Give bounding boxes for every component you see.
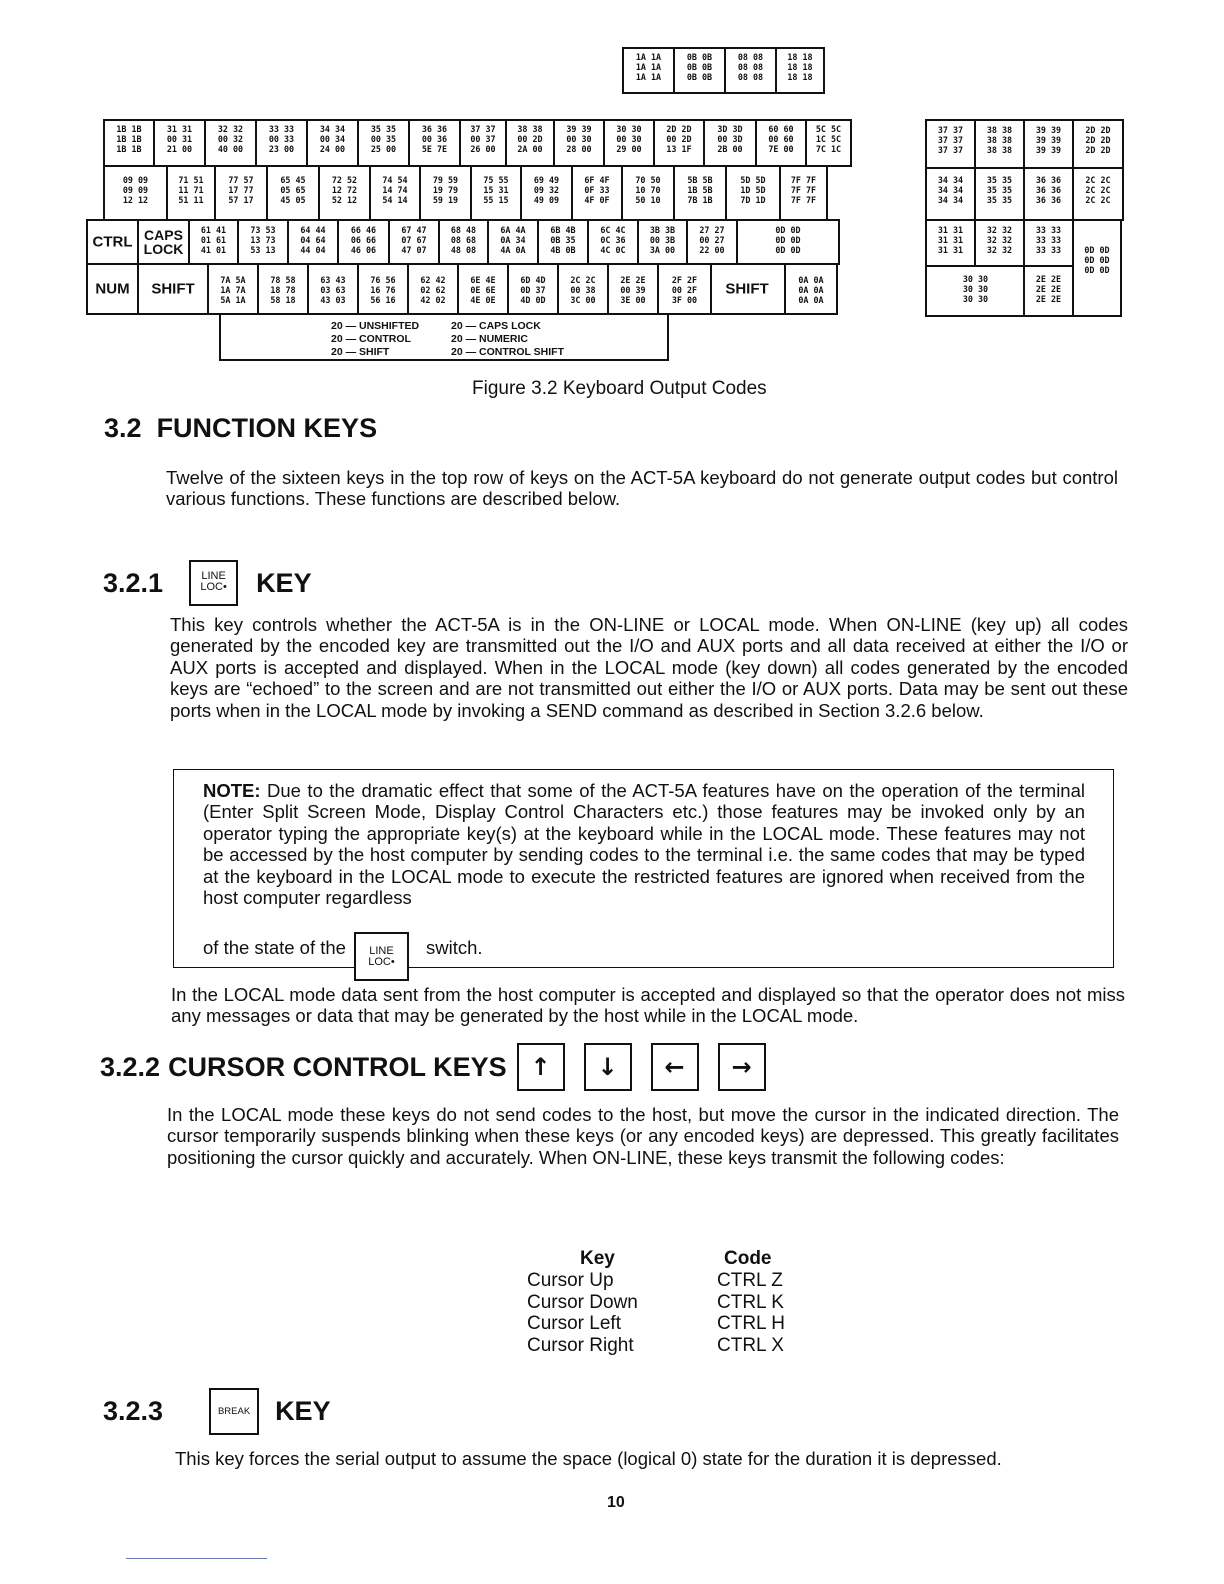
row1-key — [103, 119, 155, 167]
key-shift-left — [137, 263, 209, 315]
key-line1: LINE — [369, 945, 394, 957]
row4-key-codes: 78 58 18 78 58 18 — [270, 275, 296, 305]
row1-key-codes: 1B 1B 1B 1B 1B 1B — [116, 124, 142, 154]
keypad-key — [1072, 167, 1124, 221]
row4-key-codes: 2E 2E 00 39 3E 00 — [620, 275, 646, 305]
line-local-key-icon — [189, 560, 238, 606]
row4-key-codes: 6D 4D 0D 37 4D 0D — [520, 275, 546, 305]
row4-key-codes: 6E 4E 0E 6E 4E 0E — [470, 275, 496, 305]
row2-key — [621, 165, 675, 221]
row2-key — [520, 165, 573, 221]
row2-key — [266, 165, 320, 221]
row4-key — [784, 263, 838, 315]
row2-key — [318, 165, 371, 221]
table-cell-key: Cursor Left — [527, 1313, 621, 1335]
table-cell-code: CTRL X — [717, 1334, 784, 1356]
footer-rule — [126, 1558, 267, 1559]
row4-key — [457, 263, 509, 315]
row4-key — [257, 263, 309, 315]
key-caps-lock-label — [139, 228, 188, 256]
right-arrow-icon — [718, 1043, 766, 1091]
row1-key — [553, 119, 605, 167]
section-3-2-1-body: This key controls whether the ACT-5A is in the ON-LINE or LOCAL mode. When ON-LINE (key up) all codes generated by the encoded key are transmitted out the I/O and AUX ports and all data received at either the I/O or AUX ports is accepted and displayed. When in the LOCAL mode (key down) all codes generated by the encoded keys are “echoed” to the screen and are not transmitted out either the I/O or AUX ports. Data may be sent out these ports when in the LOCAL mode by invoking a SEND command as described in Section 3.2.6 below. — [170, 614, 1128, 721]
row1-key-codes: 39 39 00 30 28 00 — [566, 124, 592, 154]
row1-key — [755, 119, 807, 167]
row4-key-codes: 2F 2F 00 2F 3F 00 — [671, 275, 698, 305]
keypad-key-codes: 35 35 35 35 35 35 — [986, 175, 1013, 205]
row3-key-codes: 66 46 06 66 46 06 — [350, 225, 377, 255]
key-shift-right-label: SHIFT — [725, 280, 769, 298]
row2-key — [369, 165, 421, 221]
row3-key-codes: 67 47 07 67 47 07 — [401, 225, 427, 255]
caps-line1: CAPS — [144, 227, 183, 243]
keypad-enter-codes: 0D 0D 0D 0D 0D 0D — [1084, 245, 1110, 275]
row3-key-codes: 68 48 08 68 48 08 — [450, 225, 477, 255]
key-line1: LINE — [201, 570, 226, 582]
row2-key-codes: 75 55 15 31 55 15 — [483, 175, 509, 205]
row3-key-codes: 0D 0D 0D 0D 0D 0D — [775, 225, 801, 255]
section-3-2-3-heading — [103, 1388, 331, 1435]
row2-key — [214, 165, 268, 221]
row1-key — [153, 119, 206, 167]
row4-key-codes: 63 43 03 63 43 03 — [320, 275, 346, 305]
keypad-key-zero-codes: 30 30 30 30 30 30 — [962, 274, 989, 304]
keypad-key — [974, 219, 1025, 267]
row3-key — [188, 219, 239, 265]
row1-key — [653, 119, 705, 167]
section-3-2-heading — [104, 413, 377, 444]
key-ctrl-label: CTRL — [92, 233, 133, 251]
row1-key-codes: 35 35 00 35 25 00 — [370, 124, 397, 154]
row1-key-codes: 36 36 00 36 5E 7E — [421, 124, 448, 154]
key-num — [86, 263, 139, 315]
keypad-key — [1072, 119, 1124, 169]
row2-key-codes: 79 59 19 79 59 19 — [432, 175, 459, 205]
row1-key — [603, 119, 655, 167]
note-body: Due to the dramatic effect that some of the ACT-5A features have on the operation of the terminal (Enter Split Screen Mode, Display Control Characters etc.) those features may be invoked only by an operator typing the appropriate key(s) at the keyboard while in the LOCAL mode. These features may not be accessed by the host computer by sending codes to the terminal i.e. the same codes that may be typed at the keyboard in the LOCAL mode to execute the restricted features are ignored when received from the host computer regardless — [203, 780, 1085, 909]
row2-key — [779, 165, 828, 221]
keypad-key-codes: 32 32 32 32 32 32 — [986, 225, 1013, 255]
top-key — [673, 47, 726, 94]
table-header-key: Key — [580, 1248, 615, 1269]
table-cell-code: CTRL Z — [717, 1270, 783, 1291]
row1-key-codes: 37 37 00 37 26 00 — [470, 124, 496, 154]
local-mode-paragraph: In the LOCAL mode data sent from the host computer is accepted and displayed so that the operator does not miss any messages or data that may be generated by the host while in the LOCAL mode. — [171, 984, 1125, 1027]
keypad-key-dot — [1023, 265, 1074, 317]
row2-key — [470, 165, 522, 221]
keypad-key-codes: 38 38 38 38 38 38 — [986, 125, 1013, 155]
row2-key-codes: 72 52 12 72 52 12 — [331, 175, 358, 205]
row1-key-codes: 34 34 00 34 24 00 — [319, 124, 346, 154]
keypad-key — [925, 119, 976, 169]
key-ctrl — [86, 219, 139, 265]
row3-key-codes: 6B 4B 0B 35 4B 0B — [550, 225, 576, 255]
table-header-code: Code — [724, 1248, 772, 1269]
row1-key-codes: 33 33 00 33 23 00 — [268, 124, 295, 154]
row4-key — [307, 263, 359, 315]
keypad-key — [925, 167, 976, 221]
row2-key-codes: 70 50 10 70 50 10 — [635, 175, 661, 205]
row4-key — [407, 263, 459, 315]
row1-key — [805, 119, 852, 167]
row4-key-codes: 76 56 16 76 56 16 — [370, 275, 396, 305]
row2-key — [725, 165, 781, 221]
row3-key — [337, 219, 390, 265]
row3-key — [736, 219, 840, 265]
row4-key — [357, 263, 409, 315]
figure-caption: Figure 3.2 Keyboard Output Codes — [472, 378, 767, 399]
row1-key — [306, 119, 359, 167]
row3-key — [487, 219, 539, 265]
keypad-key-dot-codes: 2E 2E 2E 2E 2E 2E — [1035, 274, 1062, 304]
keypad-key — [925, 219, 976, 267]
row2-key-codes: 77 57 17 77 57 17 — [228, 175, 254, 205]
keypad-key — [1023, 219, 1074, 267]
row4-key-codes: 7A 5A 1A 7A 5A 1A — [220, 275, 246, 305]
section-number: 3.2.3 — [103, 1396, 164, 1426]
row4-key — [507, 263, 559, 315]
row2-key-codes: 09 09 09 09 12 12 — [122, 175, 149, 205]
section-number: 3.2.2 — [100, 1051, 161, 1082]
legend-right: 20 — CAPS LOCK 20 — NUMERIC 20 — CONTROL SHIFT — [451, 320, 564, 358]
key-shift-right — [708, 263, 786, 315]
table-cell-key: Cursor Up — [527, 1270, 614, 1291]
row4-key — [657, 263, 712, 315]
row4-key-codes: 2C 2C 00 38 3C 00 — [570, 275, 596, 305]
table-cell-key: Cursor Down — [527, 1291, 638, 1313]
top-key-codes: 18 18 18 18 18 18 — [787, 52, 813, 82]
break-key-icon — [209, 1388, 259, 1435]
section-3-2-2-heading — [100, 1043, 766, 1091]
keypad-key-codes: 33 33 33 33 33 33 — [1035, 225, 1062, 255]
down-arrow-icon-glyph: ↓ — [597, 1053, 618, 1081]
row1-key-codes: 32 32 00 32 40 00 — [217, 124, 244, 154]
row3-key — [287, 219, 339, 265]
table-cell-code: CTRL H — [717, 1313, 785, 1335]
section-3-2-3-body: This key forces the serial output to assume the space (logical 0) state for the duration it is depressed. — [175, 1448, 1002, 1469]
row2-key-codes: 5B 5B 1B 5B 7B 1B — [687, 175, 713, 205]
section-title: KEY — [256, 567, 312, 598]
keypad-enter — [1072, 219, 1122, 317]
section-number: 3.2 — [104, 413, 142, 443]
row3-key-codes: 61 41 01 61 41 01 — [200, 225, 227, 255]
section-title: KEY — [275, 1396, 331, 1426]
row3-key — [237, 219, 289, 265]
row2-key — [103, 165, 168, 221]
row1-key-codes: 3D 3D 00 3D 2B 00 — [717, 124, 743, 154]
row1-key — [204, 119, 257, 167]
keypad-key — [974, 119, 1025, 169]
top-key-codes: 08 08 08 08 08 08 — [737, 52, 764, 82]
section-title: FUNCTION KEYS — [156, 413, 378, 443]
row4-key — [557, 263, 609, 315]
note-text — [203, 780, 1085, 908]
top-key — [724, 47, 777, 94]
keypad-key-codes: 37 37 37 37 37 37 — [937, 125, 964, 155]
left-arrow-icon — [651, 1043, 699, 1091]
row1-key-codes: 60 60 00 60 7E 00 — [768, 124, 794, 154]
table-cell-key: Cursor Right — [527, 1334, 634, 1356]
table-cell-code: CTRL K — [717, 1291, 784, 1313]
row1-key — [459, 119, 507, 167]
keypad-key-codes: 36 36 36 36 36 36 — [1035, 175, 1062, 205]
keypad-key-codes: 31 31 31 31 31 31 — [937, 225, 964, 255]
row2-key-codes: 71 51 11 71 51 11 — [178, 175, 204, 205]
top-key — [622, 47, 675, 94]
row1-key-codes: 2D 2D 00 2D 13 1F — [666, 124, 692, 154]
note-box — [173, 769, 1114, 968]
row3-key-codes: 6C 4C 0C 36 4C 0C — [600, 225, 626, 255]
left-arrow-icon-glyph: ← — [664, 1053, 685, 1081]
row2-key-codes: 69 49 09 32 49 09 — [533, 175, 560, 205]
break-key-label: BREAK — [217, 1406, 251, 1417]
row4-key — [207, 263, 259, 315]
note-tail-before: of the state of the — [203, 936, 346, 958]
key-caps-lock — [137, 219, 190, 265]
keypad-key-zero — [925, 265, 1026, 317]
section-number: 3.2.1 — [103, 567, 164, 598]
keypad-key-codes: 2C 2C 2C 2C 2C 2C — [1085, 175, 1111, 205]
caps-line2: LOCK — [143, 241, 184, 257]
keypad-key — [1023, 167, 1074, 221]
row2-key — [166, 165, 216, 221]
section-3-2-1-heading — [103, 560, 312, 606]
row4-key-codes: 0A 0A 0A 0A 0A 0A — [798, 275, 824, 305]
space-bar-legend — [219, 313, 669, 361]
row1-key-codes: 30 30 00 30 29 00 — [616, 124, 642, 154]
row1-key — [408, 119, 461, 167]
page-number: 10 — [607, 1494, 625, 1511]
legend-left: 20 — UNSHIFTED 20 — CONTROL 20 — SHIFT — [331, 320, 420, 358]
key-line2: LOC• — [200, 581, 227, 593]
note-tail — [203, 914, 483, 981]
row1-key — [255, 119, 308, 167]
row4-key — [607, 263, 659, 315]
row3-key — [686, 219, 738, 265]
row3-key-codes: 27 27 00 27 22 00 — [699, 225, 725, 255]
row1-key-codes: 5C 5C 1C 5C 7C 1C — [815, 124, 842, 154]
row3-key-codes: 3B 3B 00 3B 3A 00 — [649, 225, 676, 255]
row2-key — [571, 165, 623, 221]
row2-key-codes: 7F 7F 7F 7F 7F 7F — [790, 175, 817, 205]
row3-key — [388, 219, 440, 265]
row2-key — [673, 165, 727, 221]
key-shift-left-label: SHIFT — [151, 280, 195, 298]
row3-key-codes: 64 44 04 64 44 04 — [300, 225, 326, 255]
row3-key — [438, 219, 489, 265]
row1-key-codes: 38 38 00 2D 2A 00 — [517, 124, 543, 154]
row3-key — [537, 219, 589, 265]
row1-key — [703, 119, 757, 167]
row2-key-codes: 65 45 05 65 45 05 — [280, 175, 306, 205]
up-arrow-icon-glyph: ↑ — [530, 1053, 551, 1081]
top-key — [775, 47, 825, 94]
row2-key — [419, 165, 472, 221]
row4-key-codes: 62 42 02 62 42 02 — [420, 275, 446, 305]
row3-key — [587, 219, 639, 265]
top-key-codes: 0B 0B 0B 0B 0B 0B — [686, 52, 713, 82]
row2-key-codes: 6F 4F 0F 33 4F 0F — [584, 175, 610, 205]
keypad-key-codes: 2D 2D 2D 2D 2D 2D — [1085, 125, 1111, 155]
row1-key-codes: 31 31 00 31 21 00 — [166, 124, 193, 154]
down-arrow-icon — [584, 1043, 632, 1091]
line-local-key-icon — [354, 932, 409, 981]
note-tail-after: switch. — [425, 936, 483, 958]
cursor-key-icons — [517, 1043, 766, 1091]
section-3-2-body: Twelve of the sixteen keys in the top row of keys on the ACT-5A keyboard do not generate output codes but control various functions. These functions are described below. — [166, 467, 1118, 510]
row3-key — [637, 219, 688, 265]
note-label: NOTE: — [203, 780, 261, 801]
row1-key — [357, 119, 410, 167]
row2-key-codes: 5D 5D 1D 5D 7D 1D — [740, 175, 766, 205]
key-line2: LOC• — [368, 956, 395, 968]
key-num-label: NUM — [95, 280, 130, 298]
section-title: CURSOR CONTROL KEYS — [168, 1051, 507, 1082]
section-3-2-2-body: In the LOCAL mode these keys do not send codes to the host, but move the cursor in the indicated direction. The cursor temporarily suspends blinking when these keys (or any encoded keys) are depressed. This greatly facilitates positioning the cursor quickly and accurately. When ON-LINE, these keys transmit the following codes: — [167, 1104, 1119, 1168]
row3-key-codes: 6A 4A 0A 34 4A 0A — [500, 225, 526, 255]
top-key-codes: 1A 1A 1A 1A 1A 1A — [635, 52, 662, 82]
up-arrow-icon — [517, 1043, 565, 1091]
keypad-key — [974, 167, 1025, 221]
row3-key-codes: 73 53 13 73 53 13 — [250, 225, 276, 255]
keypad-key-codes: 34 34 34 34 34 34 — [937, 175, 964, 205]
row2-key-codes: 74 54 14 74 54 14 — [382, 175, 408, 205]
keypad-key-codes: 39 39 39 39 39 39 — [1035, 125, 1062, 155]
row1-key — [505, 119, 555, 167]
keypad-key — [1023, 119, 1074, 169]
right-arrow-icon-glyph: → — [731, 1053, 752, 1081]
